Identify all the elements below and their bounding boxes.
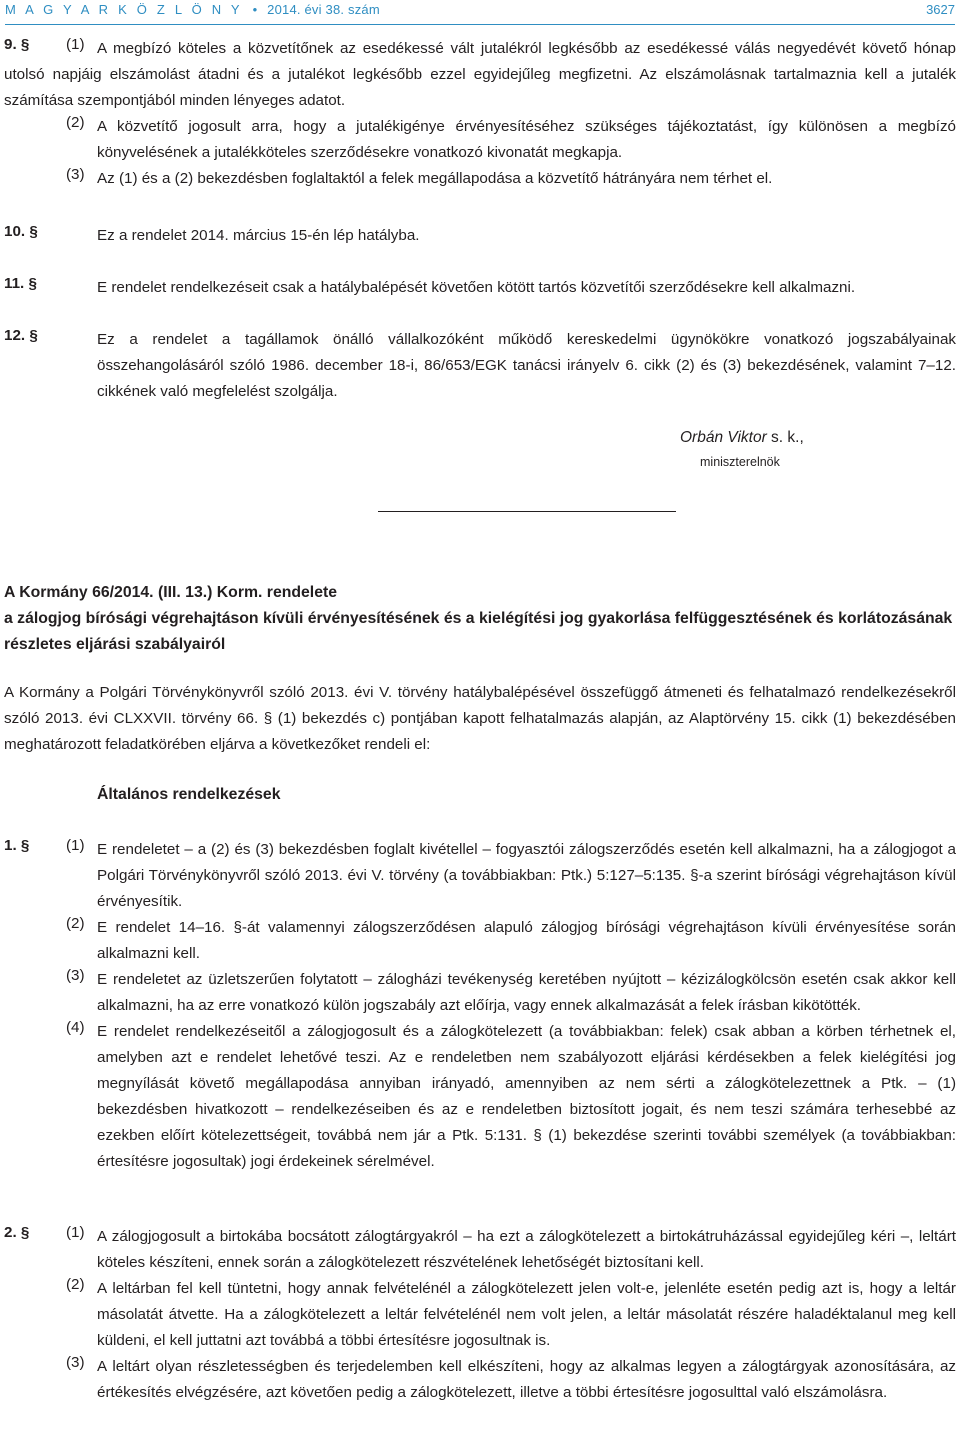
- paragraph: [4, 114, 956, 166]
- section-9: [4, 36, 956, 192]
- paragraph-number: (2): [66, 915, 85, 932]
- paragraph: [4, 967, 956, 1019]
- journal-header: [5, 2, 380, 17]
- paragraph-number: (3): [66, 166, 85, 183]
- paragraph: [4, 915, 956, 967]
- section-10: [4, 223, 956, 249]
- signatory-title: miniszterelnök: [700, 455, 780, 469]
- decree-title-line1: A Kormány 66/2014. (III. 13.) Korm. rendelete: [4, 584, 338, 601]
- paragraph-number: (2): [66, 1276, 85, 1293]
- section-text: Ez a rendelet 2014. március 15-én lép hatályba.: [97, 227, 420, 244]
- paragraph-text: E rendelet rendelkezéseitől a zálogjogosult és a zálogkötelezett (a továbbiakban: felek) csak abban a körben térhetnek el, amelyben azt e rendelet lehetővé teszi. Az e rendeletben nem szabályozott eljárási kérdésekben a felek kielégítési jog megnyílását követő megállapodása annyiban irányadó, amennyiben az nem sérti a zálogkötelezettnek a Ptk. – (1) bekezdésben hivatkozott – rendelkezéseiben és az e rendeletben biztosított jogait, és nem teszi számára terhesebbé az ezekben előírt kötelezettségeit, továbbá nem jár a Ptk. 5:131. § (1) bekezdése szerinti további személyek (a továbbiakban: értesítésre jogosultak) jogi érdekeinek sérelmével.: [97, 1023, 956, 1170]
- section-label: 2. §: [4, 1224, 30, 1241]
- section-label: 1. §: [4, 837, 30, 854]
- section-text: Ez a rendelet a tagállamok önálló vállalkozóként működő kereskedelmi ügynökökre vonatkozó jogszabályainak összehangolásáról szóló 1986. december 18-i, 86/653/EGK tanácsi irányelv 6. cikk (2) és (3) bekezdésének, valamint 7–12. cikkének való megfelelést szolgálja.: [97, 331, 956, 400]
- paragraph: [4, 1019, 956, 1175]
- page-header: [5, 0, 955, 25]
- paragraph-text: E rendeletet az üzletszerűen folytatott – zálogházi tevékenység keretében nyújtott – kézizálogkölcsön esetén csak akkor kell alkalmazni, ha az erre vonatkozó külön jogszabály azt előírja, vagy ennek alkalmazását a felek írásban kikötötték.: [97, 971, 956, 1014]
- paragraph: [4, 1224, 956, 1276]
- section-12: [4, 327, 956, 405]
- section-divider: [378, 511, 676, 512]
- paragraph: [4, 36, 956, 114]
- paragraph: [4, 1354, 956, 1406]
- page-number: 3627: [926, 2, 955, 17]
- section-label: 10. §: [4, 223, 38, 240]
- paragraph-text: A megbízó köteles a közvetítőnek az esedékessé vált jutalékról legkésőbb az esedékessé válás negyedévét követő hónap utolsó napjáig elszámolást átadni és a jutalékot legkésőbb ezzel egyidejűleg megfizetni. Az elszámolásnak tartalmaznia kell a jutalék számítása szempontjából minden lényeges adatot.: [4, 40, 956, 109]
- decree-title: [4, 580, 956, 658]
- section-2: [4, 1224, 956, 1406]
- journal-issue: 2014. évi 38. szám: [267, 2, 380, 17]
- paragraph-text: A zálogjogosult a birtokába bocsátott zálogtárgyakról – ha ezt a zálogkötelezett a birtokátruházással egyidejűleg kéri –, leltárt köteles készíteni, ennek során a zálogkötelezett részvételének lehetőségét biztosítani kell.: [97, 1228, 956, 1271]
- signature-name: [680, 429, 804, 447]
- section-11: [4, 275, 956, 301]
- paragraph-text: A leltárt olyan részletességben és terjedelemben kell elkészíteni, hogy az alkalmas legyen a zálogtárgyak azonosítására, az értékesítés elvégzésére, azt követően pedig a zálogkötelezett, illetve a többi értesítésre jogosulttal való elszámolásra.: [97, 1358, 956, 1401]
- paragraph: [4, 837, 956, 915]
- section-label: 12. §: [4, 327, 38, 344]
- section-1: [4, 837, 956, 1175]
- paragraph-number: (3): [66, 967, 85, 984]
- paragraph-text: A közvetítő jogosult arra, hogy a jutalékigénye érvényesítéséhez szükséges tájékoztatást, így különösen a megbízó könyvelésének a jutalékköteles szerződésekre vonatkozó kivonatát megkapja.: [97, 118, 956, 161]
- paragraph-number: (2): [66, 114, 85, 131]
- paragraph-number: (4): [66, 1019, 85, 1036]
- paragraph: [4, 166, 956, 192]
- paragraph-number: (1): [66, 1224, 85, 1241]
- section-text: E rendelet rendelkezéseit csak a hatálybalépését követően kötött tartós közvetítői szerződésekre kell alkalmazni.: [97, 279, 856, 296]
- paragraph-text: A leltárban fel kell tüntetni, hogy annak felvételénél a zálogkötelezett jelen volt-e, jelenléte esetén pedig azt is, hogy a leltár másolatát átvette. Ha a zálogkötelezett a leltár felvételénél nem volt jelen, a leltár másolatát részére haladéktalanul meg kell küldeni, el kell juttatni azt továbbá a többi értesítésre jogosultnak is.: [97, 1280, 956, 1349]
- section-label: 11. §: [4, 275, 37, 292]
- journal-name: M A G Y A R K Ö Z L Ö N Y: [5, 2, 243, 17]
- paragraph-text: E rendeletet – a (2) és (3) bekezdésben foglalt kivétellel – fogyasztói zálogszerződés esetén kell alkalmazni, ha a zálogjogot a Polgári Törvénykönyvről szóló 2013. évi V. törvény (a továbbiakban: Ptk.) 5:127–5:135. §-a szerint bírósági végrehajtáson kívül érvényesítik.: [97, 841, 956, 910]
- paragraph-number: (3): [66, 1354, 85, 1371]
- paragraph-text: E rendelet 14–16. §-át valamennyi zálogszerződésen alapuló zálogjog bírósági végrehajtáson kívüli érvényesítése során alkalmazni kell.: [97, 919, 956, 962]
- chapter-title: Általános rendelkezések: [97, 786, 281, 803]
- decree-intro: A Kormány a Polgári Törvénykönyvről szóló 2013. évi V. törvény hatálybalépésével összefüggő átmeneti és felhatalmazó rendelkezésekről szóló 2013. évi CLXXVII. törvény 66. § (1) bekezdés c) pontjában kapott felhatalmazás alapján, az Alaptörvény 15. cikk (1) bekezdésében meghatározott feladatkörében eljárva a következőket rendeli el:: [4, 684, 956, 753]
- signatory-name: Orbán Viktor: [680, 429, 767, 446]
- header-bullet: •: [252, 2, 258, 17]
- paragraph: [4, 1276, 956, 1354]
- paragraph-text: Az (1) és a (2) bekezdésben foglaltaktól a felek megállapodása a közvetítő hátrányára nem térhet el.: [97, 170, 773, 187]
- paragraph-number: (1): [66, 837, 85, 854]
- decree-title-line2: a zálogjog bírósági végrehajtáson kívüli érvényesítésének és a kielégítési jog gyakorlása felfüggesztésének és korlátozásának részletes eljárási szabályairól: [4, 610, 953, 653]
- paragraph-number: (1): [66, 36, 85, 53]
- section-label: 9. §: [4, 36, 30, 53]
- signature-suffix: s. k.,: [766, 429, 804, 446]
